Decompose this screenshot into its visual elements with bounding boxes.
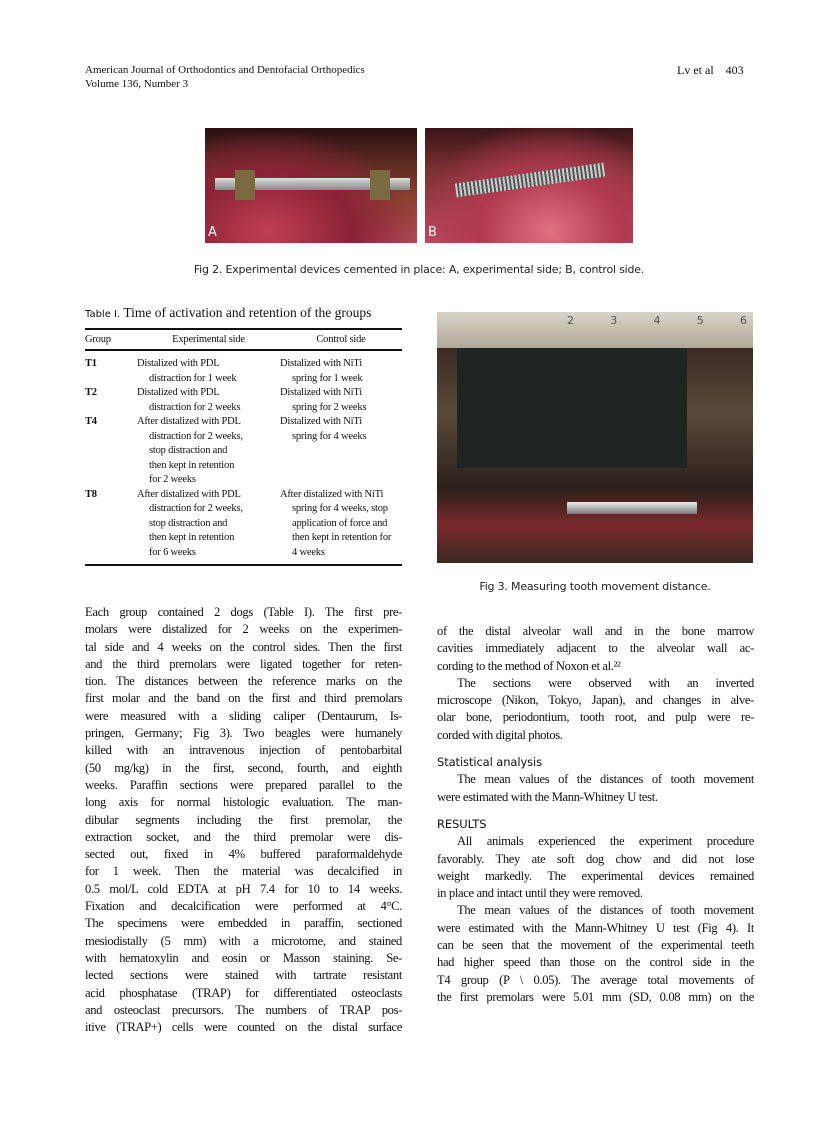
cell-line: distraction for 2 weeks, <box>149 503 243 514</box>
group-cell: T4 <box>85 416 97 427</box>
cell-line: distraction for 2 weeks <box>149 401 241 413</box>
cell-line: distraction for 1 week <box>149 372 237 384</box>
text-line: Fixation and decalcification were performed at 4°C. <box>85 899 402 914</box>
text-line: sected out, fixed in 4% buffered paraformaldehyde <box>85 847 402 862</box>
cell-line: Distalized with NiTi <box>280 387 362 398</box>
text-line: weeks. Paraffin sections were prepared parallel to the <box>85 777 402 792</box>
table-row <box>85 350 402 386</box>
text-line: weight markedly. The experimental devices remained <box>437 868 754 883</box>
caliper-jaw <box>457 348 687 468</box>
text-line: extraction socket, and the third premolar were dis- <box>85 829 402 844</box>
figure-3-photo <box>437 312 753 563</box>
text-line: were estimated with the Mann-Whitney U test. <box>437 789 658 804</box>
control-cell <box>280 386 402 415</box>
text-line: The specimens were embedded in paraffin, sectioned <box>85 916 402 931</box>
table-label: Table I. <box>85 309 121 320</box>
text-line: cording to the method of Noxon et al.²² <box>437 658 621 673</box>
table-row <box>85 488 402 566</box>
ruler-number: 6 <box>740 314 747 327</box>
control-cell <box>280 415 402 488</box>
text-line: All animals experienced the experiment procedure <box>457 834 754 849</box>
text-line: lected sections were stained with tartrate resistant <box>85 968 402 983</box>
text-line: with hematoxylin and eosin or Masson staining. Se- <box>85 950 402 965</box>
cell-line: for 2 weeks <box>149 474 196 485</box>
device-in-mouth <box>567 502 697 514</box>
cell-line: spring for 1 week <box>292 372 363 384</box>
authors: Lv et al <box>677 63 714 77</box>
text-line: corded with digital photos. <box>437 727 563 742</box>
table-row <box>85 386 402 415</box>
text-line: tal side and 4 weeks on the control sides. Then the first <box>85 639 402 654</box>
text-line: molars were distalized for 2 weeks on the experimen- <box>85 622 402 637</box>
cell-line: then kept in retention <box>149 459 235 471</box>
text-line: tion. The distances between the reference marks on the <box>85 674 402 689</box>
section-heading: RESULTS <box>437 816 487 831</box>
cell-line: Distalized with NiTi <box>280 416 362 427</box>
text-line: in place and intact until they were removed. <box>437 886 643 901</box>
text-line: microscope (Nikon, Tokyo, Japan), and changes in alve- <box>437 693 754 708</box>
group-cell: T2 <box>85 387 97 398</box>
control-cell <box>280 350 402 386</box>
cell-line: Distalized with PDL <box>137 387 220 398</box>
cell-line: Distalized with PDL <box>137 358 220 369</box>
section-gap <box>437 744 754 754</box>
text-line: and the third premolars were ligated together for reten- <box>85 656 402 671</box>
experimental-cell <box>137 386 280 415</box>
figure-label-a: A <box>208 225 217 240</box>
right-column-text <box>437 623 754 1006</box>
text-line: mesiodistally (5 mm) with a microtome, and stained <box>85 933 402 948</box>
col-header-experimental: Experimental side <box>137 329 280 350</box>
text-line: olar bone, periodontium, tooth root, and pulp were re- <box>437 710 754 725</box>
group-cell: T1 <box>85 358 97 369</box>
text-line: and osteoclast precursors. The numbers of TRAP pos- <box>85 1002 402 1017</box>
cell-line: spring for 2 weeks <box>292 401 367 413</box>
device-band <box>235 170 255 200</box>
table-title-text: Time of activation and retention of the groups <box>123 305 372 320</box>
text-line: (50 mg/kg) in the first, second, fourth, and eighth <box>85 760 402 775</box>
text-line: the first premolars were 5.01 mm (SD, 0.08 mm) on the <box>437 989 754 1004</box>
figure-2b-photo <box>425 128 633 243</box>
text-line: The mean values of the distances of tooth movement <box>457 903 754 918</box>
cell-line: stop distraction and <box>149 445 228 456</box>
col-header-group: Group <box>85 329 137 350</box>
text-line: The mean values of the distances of tooth movement <box>457 772 754 787</box>
cell-line: for 6 weeks <box>149 546 196 558</box>
section-gap <box>437 806 754 816</box>
text-line: for 1 week. Then the material was decalcified in <box>85 864 402 879</box>
text-line: 0.5 mol/L cold EDTA at pH 7.4 for 10 to 14 weeks. <box>85 881 402 896</box>
text-line: were measured with a sliding caliper (Dentaurum, Is- <box>85 708 402 723</box>
page-header-right <box>677 63 744 77</box>
text-line: first molar and the band on the first and third premolars <box>85 691 402 706</box>
text-line: itive (TRAP+) cells were counted on the distal surface <box>85 1020 402 1035</box>
journal-volume: Volume 136, Number 3 <box>85 78 189 90</box>
figure-2a-photo <box>205 128 417 243</box>
cell-line: spring for 4 weeks, stop <box>292 503 388 514</box>
text-line: long axis for normal histologic evaluation. The man- <box>85 795 402 810</box>
text-line: Each group contained 2 dogs (Table I). The first pre- <box>85 605 402 619</box>
cell-line: application of force and <box>292 517 388 529</box>
left-column-text <box>85 604 402 1036</box>
groups-table <box>85 328 402 566</box>
text-line: can be seen that the movement of the experimental teeth <box>437 938 754 953</box>
device-band <box>370 170 390 200</box>
figure-3-caption: Fig 3. Measuring tooth movement distance. <box>479 580 711 593</box>
text-line: favorably. They ate soft dog chow and did not lose <box>437 851 754 866</box>
ruler-number: 5 <box>696 314 704 327</box>
text-line: cavities immediately adjacent to the alveolar wall ac- <box>437 641 754 656</box>
ruler-number: 2 <box>567 314 574 327</box>
cell-line: After distalized with NiTi <box>280 488 384 500</box>
page-number: 403 <box>725 63 744 77</box>
text-line: acid phosphatase (TRAP) for differentiated osteoclasts <box>85 985 402 1000</box>
col-header-control: Control side <box>280 329 402 350</box>
journal-name: American Journal of Orthodontics and Dentofacial Orthopedics <box>85 64 365 76</box>
cell-line: then kept in retention for <box>292 532 392 543</box>
text-line: were estimated with the Mann-Whitney U test (Fig 4). It <box>437 920 754 935</box>
text-line: pringen, Germany; Fig 3). Two beagles were humanely <box>85 726 402 741</box>
control-cell <box>280 488 402 566</box>
text-line: had higher speed than those on the control side in the <box>437 955 754 970</box>
figure-2-caption: Fig 2. Experimental devices cemented in place: A, experimental side; B, control side. <box>193 263 645 276</box>
caliper-ruler <box>437 312 753 348</box>
figure-label-b: B <box>428 225 437 240</box>
cell-line: distraction for 2 weeks, <box>149 430 243 442</box>
text-line: dibular segments including the first premolar, the <box>85 812 402 827</box>
experimental-cell <box>137 488 280 566</box>
cell-line: then kept in retention <box>149 532 235 543</box>
group-cell: T8 <box>85 488 137 566</box>
table-title <box>85 305 371 321</box>
running-header <box>85 63 365 91</box>
text-line: The sections were observed with an inverted <box>457 675 754 690</box>
table-row <box>85 415 402 488</box>
cell-line: spring for 4 weeks <box>292 430 367 442</box>
cell-line: stop distraction and <box>149 517 228 529</box>
ruler-number: 4 <box>653 314 661 327</box>
cell-line: After distalized with PDL <box>137 488 241 500</box>
section-heading: Statistical analysis <box>437 755 543 770</box>
text-line: T4 group (P \ 0.05). The average total movements of <box>437 972 754 987</box>
ruler-number: 3 <box>610 314 618 327</box>
text-line: killed with an intravenous injection of pentobarbital <box>85 743 402 758</box>
cell-line: Distalized with NiTi <box>280 358 362 369</box>
experimental-cell <box>137 350 280 386</box>
text-line: of the distal alveolar wall and in the bone marrow <box>437 624 754 638</box>
experimental-cell <box>137 415 280 488</box>
niti-spring <box>455 163 605 198</box>
cell-line: 4 weeks <box>292 546 325 558</box>
cell-line: After distalized with PDL <box>137 416 241 427</box>
